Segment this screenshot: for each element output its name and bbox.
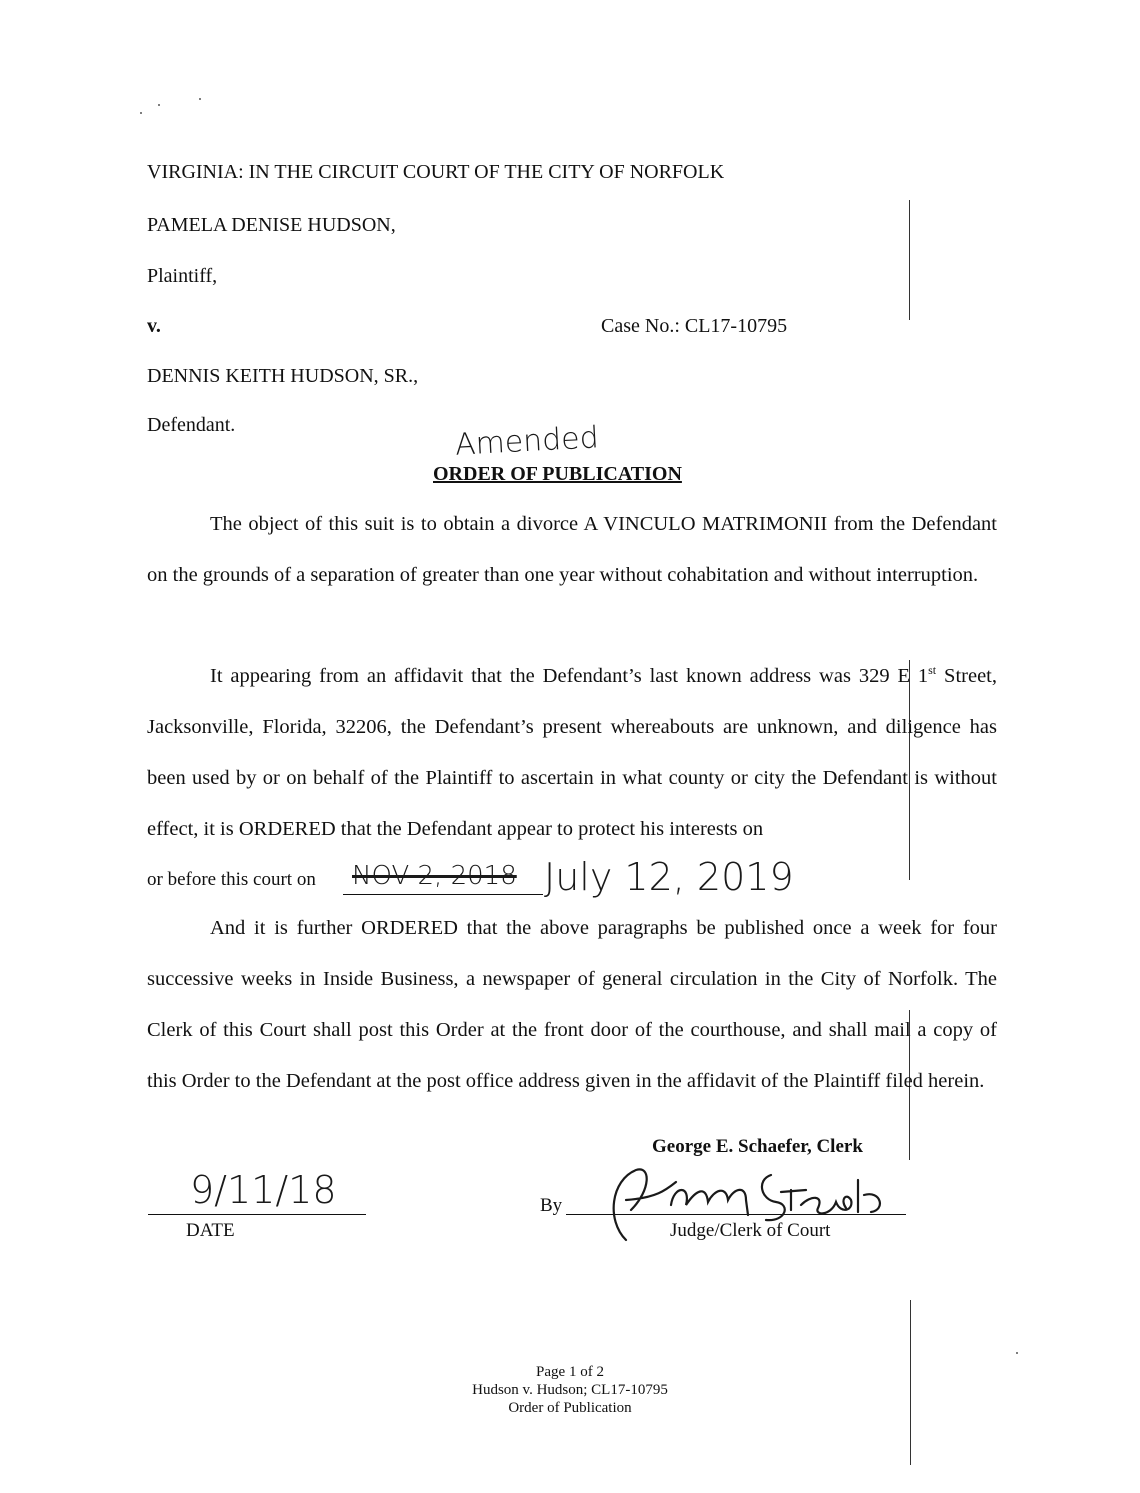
clerk-name: George E. Schaefer, Clerk [652,1136,863,1157]
footer-case-reference: Hudson v. Hudson; CL17-10795 [472,1382,668,1398]
handwritten-signing-date: 9/11/18 [190,1168,337,1212]
footer-document-title: Order of Publication [508,1400,632,1416]
defendant-name: DENNIS KEITH HUDSON, SR., [147,365,419,387]
paragraph-affidavit-text: It appearing from an affidavit that the Defendant’s last known address was 329 E 1 [210,665,929,687]
scan-speck [1016,1352,1018,1354]
order-title: ORDER OF PUBLICATION [433,463,682,485]
handwritten-amended-note: Amended [454,420,600,463]
scan-speck [158,104,160,106]
case-number: Case No.: CL17-10795 [601,315,788,337]
scan-speck [199,98,201,100]
plaintiff-label: Plaintiff, [147,265,218,287]
date-label: DATE [186,1220,235,1241]
scan-artifact-line [910,1300,911,1465]
scan-speck [140,112,142,114]
court-date-underline [343,894,543,895]
paragraph-object-of-suit: The object of this suit is to obtain a divorce A VINCULO MATRIMONII from the Defendant on the grounds of a separation of greater than one year without cohabitation and without interruption. [147,513,997,586]
paragraph-affidavit-text-continued: Street, Jacksonville, Florida, 32206, the Defendant’s present whereabouts are unknown, and diligence has been used by or on behalf of the Plaintiff to ascertain in what county or city the Defendant is without effect, it is ORDERED that the Defendant appear to protect his interests on [147,665,997,840]
signature-title: Judge/Clerk of Court [670,1220,831,1241]
handwritten-new-date: July 12, 2019 [544,855,794,899]
defendant-label: Defendant. [147,414,236,436]
scan-artifact-line [909,200,910,320]
date-signature-line [148,1214,366,1215]
court-heading: VIRGINIA: IN THE CIRCUIT COURT OF THE CITY OF NORFOLK [147,161,725,183]
paragraph-affidavit [147,651,997,840]
versus-label: v. [147,315,161,337]
page-footer [420,1363,720,1417]
footer-page-number: Page 1 of 2 [536,1364,604,1380]
handwritten-crossed-date: NOV 2, 2018 [352,861,517,891]
court-date-prefix: or before this court on [147,869,316,890]
paragraph-publication-order: And it is further ORDERED that the above paragraphs be published once a week for four successive weeks in Inside Business, a newspaper of general circulation in the City of Norfolk. The Clerk of this Court shall post this Order at the front door of the courthouse, and shall mail a copy of this Order to the Defendant at the post office address given in the affidavit of the Plaintiff filed herein. [147,917,997,1092]
by-label: By [540,1195,563,1216]
plaintiff-name: PAMELA DENISE HUDSON, [147,214,396,236]
ordinal-suffix: st [928,663,937,678]
